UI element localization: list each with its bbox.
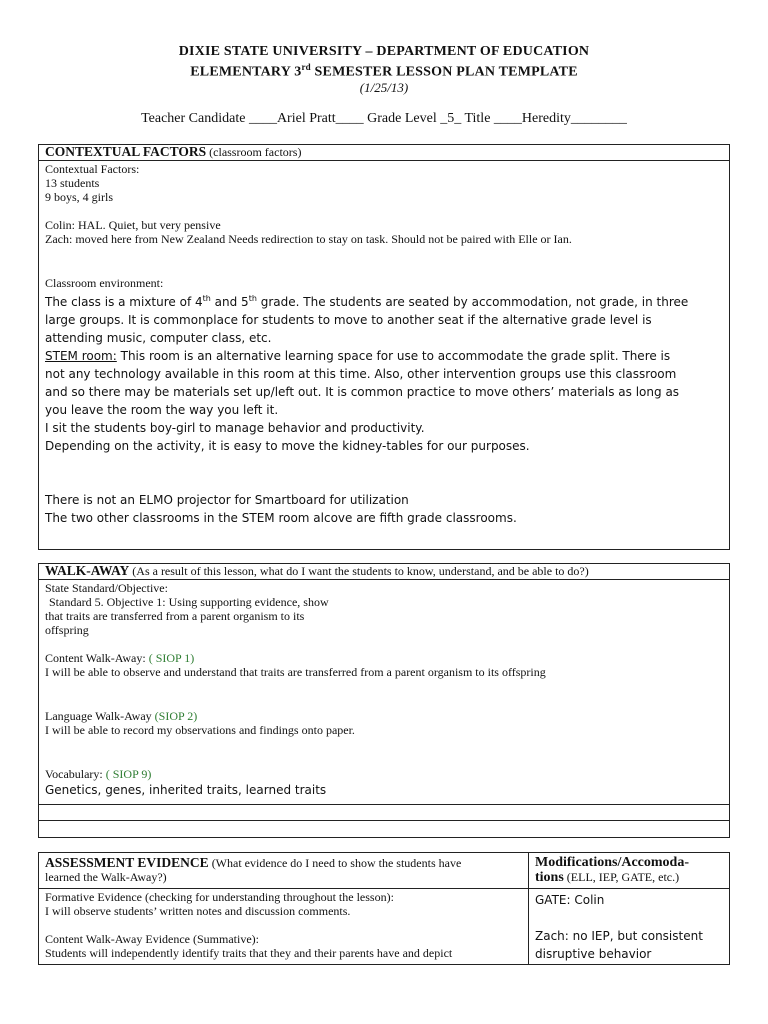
summative-label: Content Walk-Away Evidence (Summative): — [45, 932, 259, 946]
assessment-heading: ASSESSMENT EVIDENCE — [45, 855, 209, 870]
env-line-2: large groups. It is commonplace for students to move to another seat if the alternative grade level is — [45, 313, 652, 327]
walk-away-body — [39, 580, 729, 805]
factors-label: Contextual Factors: — [45, 162, 140, 176]
template-title-a: ELEMENTARY 3 — [190, 64, 302, 80]
template-title — [0, 62, 768, 81]
env-line-1 — [39, 290, 729, 311]
language-walk-away-label — [39, 709, 729, 723]
zach-mod-line-1: Zach: no IEP, but consistent — [535, 929, 703, 943]
env-text-c: grade. The students are seated by accommodation, not grade, in three — [256, 295, 689, 309]
walk-away-empty-row-1 — [39, 805, 729, 821]
assessment-body-row — [39, 889, 729, 964]
vocab-siop: ( SIOP 9) — [105, 767, 152, 781]
template-title-b: SEMESTER LESSON PLAN TEMPLATE — [310, 64, 578, 80]
env-sup-2: th — [248, 294, 257, 303]
activity-note: Depending on the activity, it is easy to move the kidney-tables for our purposes. — [45, 439, 530, 453]
env-sup-1: th — [202, 294, 211, 303]
contextual-body — [39, 161, 729, 549]
content-walk-away-text: I will be able to observe and understand that traits are transferred from a parent organism to its offspring — [45, 665, 546, 679]
vocab-label-text: Vocabulary: — [45, 767, 106, 781]
vocabulary-list: Genetics, genes, inherited traits, learned traits — [45, 783, 327, 797]
env-label: Classroom environment: — [45, 276, 164, 290]
modifications-heading-2: tions — [535, 870, 564, 885]
formative-text: I will observe students’ written notes and discussion comments. — [45, 904, 351, 918]
candidate-line: Teacher Candidate ____Ariel Pratt____ Grade Level _5_ Title ____Heredity________ — [141, 111, 627, 126]
language-label-text: Language Walk-Away — [45, 709, 155, 723]
contextual-header-row — [39, 145, 729, 161]
content-walk-away-label — [39, 651, 729, 665]
walk-away-table — [38, 563, 730, 838]
template-title-sup: rd — [301, 62, 311, 72]
env-text-a: The class is a mixture of 4 — [45, 295, 203, 309]
assessment-header-row — [39, 853, 729, 889]
stem-text-1: This room is an alternative learning space for use to accommodate the grade split. There is — [116, 349, 671, 363]
stem-line-1 — [39, 347, 729, 365]
stem-line-4: you leave the room the way you left it. — [45, 403, 279, 417]
standard-line-1: Standard 5. Objective 1: Using supporting evidence, show — [49, 595, 329, 609]
env-text-b: and 5 — [210, 295, 249, 309]
walk-away-empty-row-2 — [39, 821, 729, 837]
modifications-heading-note: (ELL, IEP, GATE, etc.) — [563, 870, 680, 884]
assessment-heading-note-2: learned the Walk-Away?) — [45, 870, 167, 884]
stem-line-3: and so there may be materials set up/left out. It is common practice to move others’ materials as long as — [45, 385, 680, 399]
elmo-note: There is not an ELMO projector for Smartboard for utilization — [45, 493, 409, 507]
walk-away-header-row — [39, 564, 729, 580]
note-zach: Zach: moved here from New Zealand Needs redirection to stay on task. Should not be paired with Elle or Ian. — [45, 232, 572, 246]
assessment-evidence-cell — [39, 889, 529, 964]
standard-line-3: offspring — [45, 623, 89, 637]
walk-away-heading: WALK-AWAY — [45, 563, 130, 578]
stem-room-label: STEM room: — [45, 349, 117, 363]
walk-away-heading-note: (As a result of this lesson, what do I want the students to know, understand, and be able to do?) — [129, 564, 589, 578]
content-siop: ( SIOP 1) — [148, 651, 195, 665]
language-walk-away-text: I will be able to record my observations and findings onto paper. — [45, 723, 355, 737]
env-line-3: attending music, computer class, etc. — [45, 331, 272, 345]
standard-label: State Standard/Objective: — [45, 581, 168, 595]
standard-line-2: that traits are transferred from a parent organism to its — [45, 609, 305, 623]
gate-note: GATE: Colin — [535, 893, 605, 907]
contextual-heading: CONTEXTUAL FACTORS — [45, 144, 207, 159]
student-count: 13 students — [45, 176, 100, 190]
content-label-text: Content Walk-Away: — [45, 651, 149, 665]
university-title: DIXIE STATE UNIVERSITY – DEPARTMENT OF EDUCATION — [178, 44, 590, 59]
seating-note: I sit the students boy-girl to manage behavior and productivity. — [45, 421, 425, 435]
alcove-note: The two other classrooms in the STEM room alcove are fifth grade classrooms. — [45, 511, 517, 525]
modifications-heading-cell — [529, 853, 729, 888]
modifications-heading-1: Modifications/Accomoda- — [535, 855, 689, 870]
vocabulary-label — [39, 767, 729, 781]
gender-split: 9 boys, 4 girls — [45, 190, 114, 204]
zach-mod-line-2: disruptive behavior — [535, 947, 652, 961]
modifications-cell — [529, 889, 729, 964]
contextual-heading-note: (classroom factors) — [206, 145, 302, 159]
language-siop: (SIOP 2) — [154, 709, 198, 723]
assessment-table — [38, 852, 730, 965]
assessment-heading-cell — [39, 853, 529, 888]
contextual-factors-table — [38, 144, 730, 550]
assessment-heading-note-1: (What evidence do I need to show the students have — [208, 856, 462, 870]
stem-line-2: not any technology available in this room at this time. Also, other intervention groups use this classroom — [45, 367, 677, 381]
formative-label: Formative Evidence (checking for understanding throughout the lesson): — [45, 890, 394, 904]
template-date: (1/25/13) — [359, 80, 409, 95]
summative-text: Students will independently identify traits that they and their parents have and depict — [45, 946, 453, 960]
note-colin: Colin: HAL. Quiet, but very pensive — [45, 218, 221, 232]
